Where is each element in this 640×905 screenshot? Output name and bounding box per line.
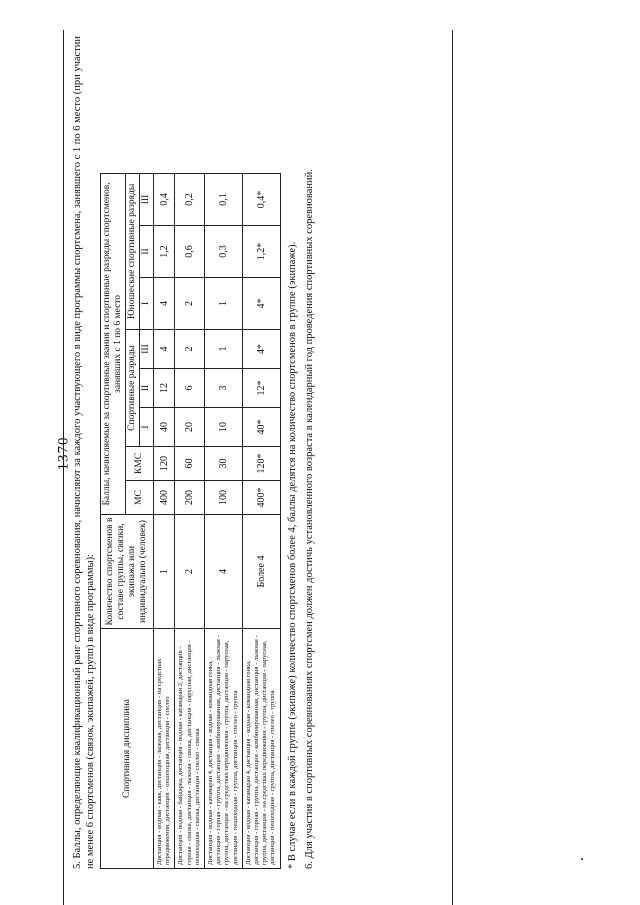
value-cell: 2: [175, 330, 205, 369]
value-cell: 4: [154, 330, 175, 369]
value-cell: 0,3: [205, 226, 243, 278]
header-rank-1: I: [140, 408, 154, 447]
value-cell: 1: [205, 278, 243, 330]
count-cell: 2: [175, 515, 205, 629]
header-youth-rank-3: III: [140, 173, 154, 225]
points-table: [100, 173, 281, 869]
value-cell: 40*: [242, 408, 280, 447]
section-5-text: 5. Баллы, определяющие квалификационный ранг спортивного соревнования, начисляют за каждого участвующего в виде программы спортсмена, занявшего с 1 по 6 место (при участии не менее 6 спортсменов (связок, экипажей, групп) в виде программы):: [72, 36, 96, 869]
value-cell: 4*: [242, 278, 280, 330]
discipline-cell: Дистанция - водная - катамаран 4, дистанция - водная - командная гонка, дистанция - горная - группа, дистанция - комбинированная, дистанция - лыжная - группа, дистанция - на средствах передвижения - группа, дистанция - парусная, дистанция - пешеходная - группа, дистанция - спелео - группа: [242, 629, 280, 869]
scan-speck: [581, 858, 583, 860]
header-count: Количество спортсменов в составе группы, связки, экипажа или индивидуально (человек): [101, 515, 154, 629]
section-6-text: 6. Для участия в спортивных соревнованиях спортсмен должен достичь установленного возраста в календарный год проведения спортивных соревнований.: [303, 169, 315, 869]
value-cell: 0,2: [175, 173, 205, 225]
value-cell: 12*: [242, 369, 280, 408]
header-rank-3: III: [140, 330, 154, 369]
header-rank-2: II: [140, 369, 154, 408]
header-youth-rank-1: I: [140, 278, 154, 330]
header-youth-ranks: Юношеские спортивные разряды: [126, 173, 140, 329]
value-cell: 0,4: [154, 173, 175, 225]
value-cell: 1,2: [154, 226, 175, 278]
value-cell: 40: [154, 408, 175, 447]
value-cell: 0,6: [175, 226, 205, 278]
value-cell: 30: [205, 447, 243, 481]
value-cell: 1,2*: [242, 226, 280, 278]
count-cell: 1: [154, 515, 175, 629]
value-cell: 100: [205, 481, 243, 515]
value-cell: 6: [175, 369, 205, 408]
rotated-page-content: [68, 30, 448, 875]
count-cell: 4: [205, 515, 243, 629]
count-cell: Более 4: [242, 515, 280, 629]
page-number: 1370: [55, 436, 72, 471]
value-cell: 2: [175, 278, 205, 330]
header-discipline: Спортивная дисциплина: [101, 629, 154, 869]
header-sport-ranks: Спортивные разряды: [126, 330, 140, 447]
header-points: Баллы, начисляемые за спортивные звания и спортивные разряды спортсменов, занявших с 1 по 6 место: [101, 173, 126, 514]
value-cell: 0,1: [205, 173, 243, 225]
header-youth-rank-2: II: [140, 226, 154, 278]
value-cell: 60: [175, 447, 205, 481]
value-cell: 0,4*: [242, 173, 280, 225]
discipline-cell: Дистанция - водная - байдарка, дистанция - водная - катамаран 2, дистанция - горная - связка, дистанция - лыжная - связка, дистанция - парусная, дистанция - пешеходная - связка, дистанция - спелео - связка: [175, 629, 205, 869]
table-row: [242, 173, 280, 868]
value-cell: 120: [154, 447, 175, 481]
value-cell: 400*: [242, 481, 280, 515]
value-cell: 120*: [242, 447, 280, 481]
header-kms: КМС: [126, 447, 154, 481]
discipline-cell: Дистанция - водная - катамаран 4, дистанция - водная - командная гонка, дистанция - горная - группа, дистанция - комбинированная, дистанция - лыжная - группа, дистанция - на средствах передвижения - группа, дистанция - парусная, дистанция - пешеходная - группа, дистанция - спелео - группа: [205, 629, 243, 869]
value-cell: 3: [205, 369, 243, 408]
value-cell: 20: [175, 408, 205, 447]
value-cell: 200: [175, 481, 205, 515]
value-cell: 4*: [242, 330, 280, 369]
discipline-cell: Дистанция - водная - каяк, дистанция - лыжная, дистанция - на средствах передвижения, дистанция - пешеходная, дистанция - спелео: [154, 629, 175, 869]
value-cell: 10: [205, 408, 243, 447]
value-cell: 4: [154, 278, 175, 330]
table-row: [205, 173, 243, 868]
table-row: [154, 173, 175, 868]
footnote: * В случае если в каждой группе (экипаже) количество спортсменов более 4, баллы делятся на количество спортсменов в группе (экипаже).: [286, 241, 298, 869]
table-row: [175, 173, 205, 868]
header-ms: МС: [126, 481, 154, 515]
value-cell: 12: [154, 369, 175, 408]
value-cell: 1: [205, 330, 243, 369]
value-cell: 400: [154, 481, 175, 515]
